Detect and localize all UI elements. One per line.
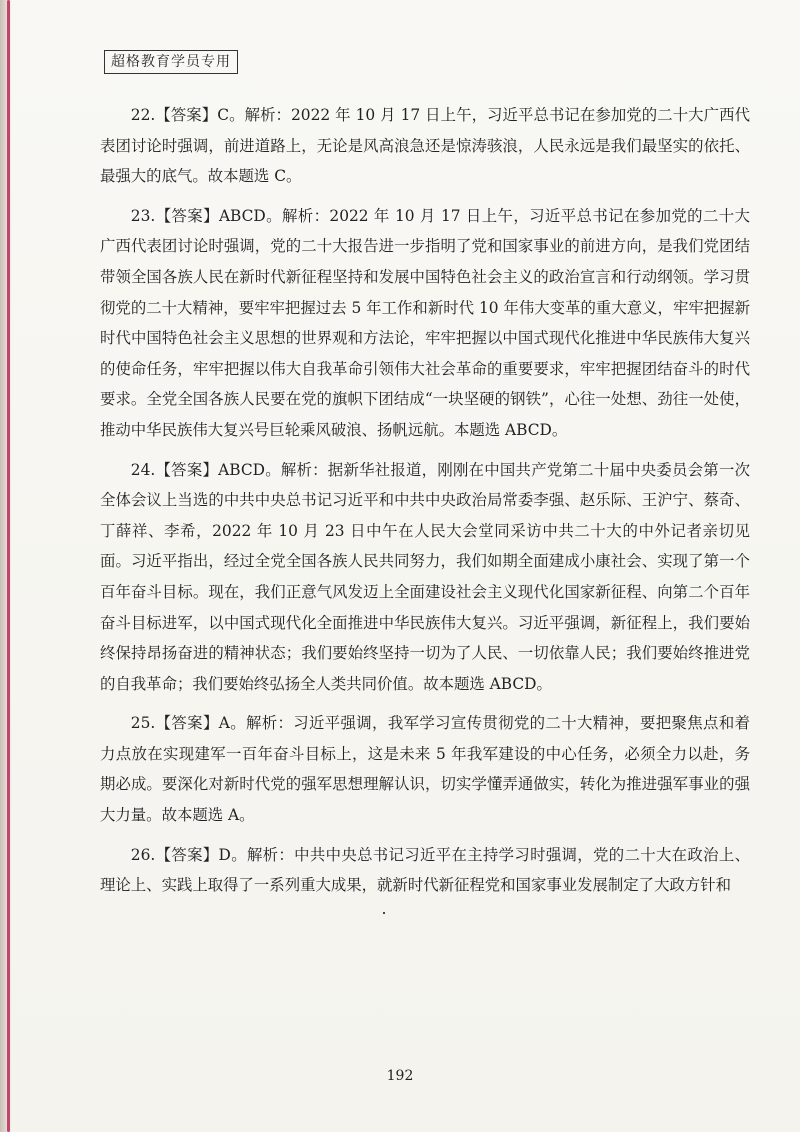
- answer-tag: 【答案】: [155, 206, 219, 225]
- answer-body: ABCD。解析：2022 年 10 月 17 日上午，习近平总书记在参加党的二十大广西代表团讨论时强调，党的二十大报告进一步指明了党和国家事业的前进方向，是我们党团结带领全国各族人民在新时代新征程坚持和发展中国特色社会主义的政治宣言和行动纲领。学习贯彻党的二十大精神，要牢牢把握过去 5 年工作和新时代 10 年伟大变革的重大意义，牢牢把握新时代中国特色社会主义思想的世界观和方法论，牢牢把握以中国式现代化推进中华民族伟大复兴的使命任务，牢牢把握以伟大自我革命引领伟大社会革命的重要要求，牢牢把握团结奋斗的时代要求。全党全国各族人民要在党的旗帜下团结成“一块坚硬的钢铁”，心往一处想、劲往一处使，推动中华民族伟大复兴号巨轮乘风破浪、扬帆远航。本题选 ABCD。: [100, 206, 750, 439]
- header-label: 超格教育学员专用: [104, 50, 238, 74]
- answer-tag: 【答案】: [155, 845, 219, 864]
- binding-edge: [0, 0, 12, 1132]
- question-number: 22.: [130, 106, 156, 124]
- ink-speck: [383, 912, 385, 914]
- answer-tag: 【答案】: [155, 460, 219, 479]
- answer-22: [100, 100, 750, 192]
- answer-body: A。解析：习近平强调，我军学习宣传贯彻党的二十大精神，要把聚焦点和着力点放在实现建军一百年奋斗目标上，这是未来 5 年我军建设的中心任务，必须全力以赴，务期必成。要深化对新时代党的强军思想理解认识，切实学懂弄通做实，转化为推进强军事业的强大力量。故本题选 A。: [100, 714, 750, 825]
- bookmark-thread: [7, 0, 10, 1132]
- answer-23: [100, 201, 750, 446]
- question-number: 23.: [130, 206, 156, 225]
- page-number: 192: [386, 1068, 414, 1084]
- answer-24: [100, 455, 750, 700]
- answer-tag: 【答案】: [155, 714, 219, 733]
- question-number: 26.: [130, 845, 156, 864]
- answer-tag: 【答案】: [155, 106, 218, 124]
- answer-content: [100, 100, 750, 910]
- answer-body: D。解析：中共中央总书记习近平在主持学习时强调，党的二十大在政治上、理论上、实践上取得了一系列重大成果，就新时代新征程党和国家事业发展制定了大政方针和: [100, 845, 750, 895]
- question-number: 24.: [130, 460, 156, 479]
- answer-body: ABCD。解析：据新华社报道，刚刚在中国共产党第二十届中央委员会第一次全体会议上当选的中共中央总书记习近平和中共中央政治局常委李强、赵乐际、王沪宁、蔡奇、丁薛祥、李希，2022 年 10 月 23 日中午在人民大会堂同采访中共二十大的中外记者亲切见面。习近平指出，经过全党全国各族人民共同努力，我们如期全面建成小康社会、实现了第一个百年奋斗目标。现在，我们正意气风发迈上全面建设社会主义现代化国家新征程、向第二个百年奋斗目标进军，以中国式现代化全面推进中华民族伟大复兴。习近平强调，新征程上，我们要始终保持昂扬奋进的精神状态；我们要始终坚持一切为了人民、一切依靠人民；我们要始终推进党的自我革命；我们要始终弘扬全人类共同价值。故本题选 ABCD。: [100, 460, 750, 693]
- answer-26: [100, 840, 750, 901]
- answer-25: [100, 708, 750, 830]
- answer-body: C。解析：2022 年 10 月 17 日上午，习近平总书记在参加党的二十大广西代表团讨论时强调，前进道路上，无论是风高浪急还是惊涛骇浪，人民永远是我们最坚实的依托、最强大的底气。故本题选 C。: [100, 106, 750, 186]
- question-number: 25.: [130, 714, 156, 733]
